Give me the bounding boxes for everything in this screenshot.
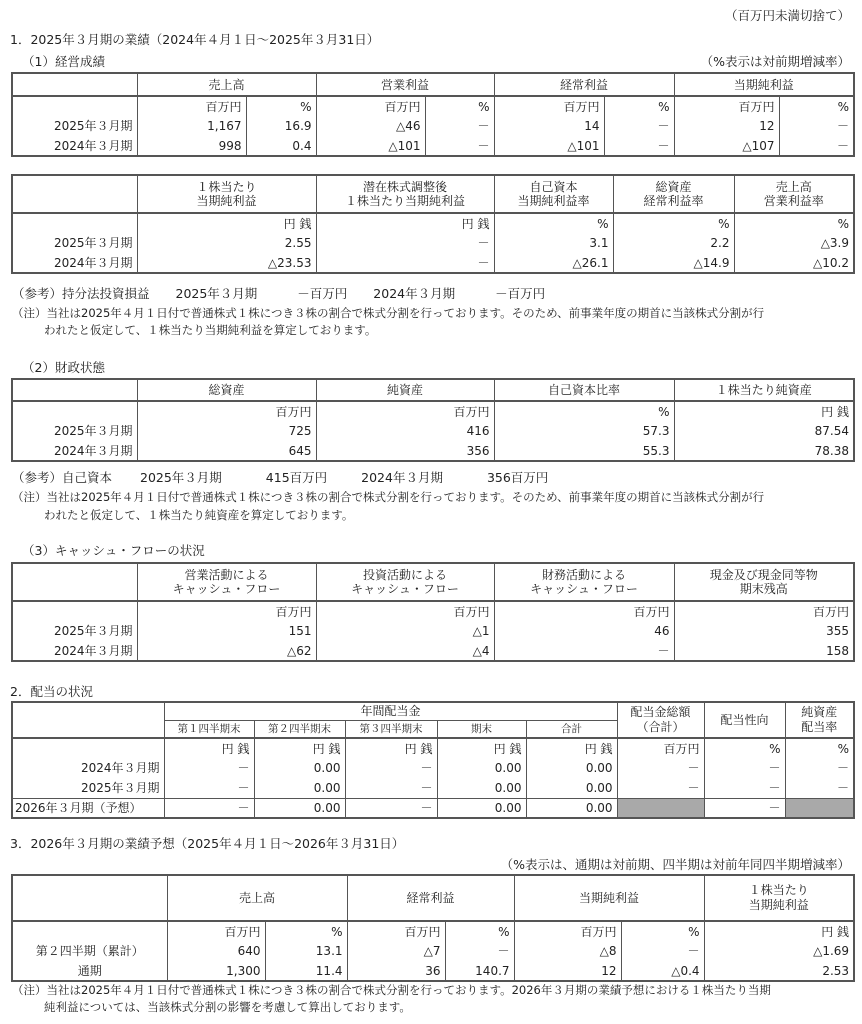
unit-cell: % <box>621 921 704 941</box>
header-eps: １株当たり 当期純利益 <box>704 875 854 921</box>
value-cell: 0.00 <box>437 798 526 818</box>
value-cell: 55.3 <box>494 441 674 461</box>
label-blank <box>12 738 164 758</box>
value-cell: △46 <box>316 116 425 136</box>
value-cell: 2.53 <box>704 961 854 981</box>
unit-cell: 円 銭 <box>137 213 316 233</box>
value-cell: 356 <box>316 441 494 461</box>
value-cell: － <box>617 778 704 798</box>
unit-cell: % <box>613 213 734 233</box>
unit-cell: % <box>785 738 854 758</box>
value-cell: － <box>316 233 494 253</box>
header-cash-balance: 現金及び現金同等物 期末残高 <box>674 563 854 601</box>
value-cell: 725 <box>137 421 316 441</box>
value-cell: 0.00 <box>437 758 526 778</box>
value-cell: － <box>617 758 704 778</box>
header-blank <box>12 702 164 738</box>
header-q3-end: 第３四半期末 <box>345 720 437 738</box>
note-split-eps-line1: （注）当社は2025年４月１日付で普通株式１株につき３株の割合で株式分割を行っております。そのため、前事業年度の期首に当該株式分割が行 <box>12 306 765 320</box>
value-cell: － <box>345 798 437 818</box>
value-cell: △23.53 <box>137 253 316 273</box>
note-forecast-line1: （注）当社は2025年４月１日付で普通株式１株につき３株の割合で株式分割を行っております。2026年３月期の業績予想における１株当たり当期 <box>12 983 771 997</box>
value-cell: 2.2 <box>613 233 734 253</box>
header-ordinary-profit: 経常利益 <box>347 875 514 921</box>
value-cell: － <box>704 798 785 818</box>
label-blank <box>12 96 137 116</box>
header-net-income: 当期純利益 <box>514 875 704 921</box>
row-label: 2024年３月期 <box>12 641 137 661</box>
header-roa: 総資産 経常利益率 <box>613 175 734 213</box>
note-split-bps-line2: われたと仮定して、１株当たり純資産を算定しております。 <box>44 508 354 522</box>
value-cell: 2.55 <box>137 233 316 253</box>
value-cell: 998 <box>137 136 246 156</box>
value-cell: 140.7 <box>445 961 514 981</box>
table-row <box>12 136 854 156</box>
header-payout-ratio: 配当性向 <box>704 702 785 738</box>
value-cell: － <box>604 136 674 156</box>
value-cell: 0.00 <box>437 778 526 798</box>
header-total: 合計 <box>526 720 617 738</box>
table-row <box>12 941 854 961</box>
section1-sub1-title: （1）経営成績 <box>22 54 105 69</box>
table-row <box>12 641 854 661</box>
row-label: 2024年３月期 <box>12 441 137 461</box>
value-cell: － <box>425 116 494 136</box>
row-label: 2025年３月期 <box>12 421 137 441</box>
value-cell: △101 <box>316 136 425 156</box>
header-dividend-on-equity: 純資産 配当率 <box>785 702 854 738</box>
table-row <box>12 758 854 778</box>
value-cell: － <box>445 941 514 961</box>
operating-results-table <box>11 72 855 157</box>
value-cell: － <box>494 641 674 661</box>
value-cell: △1 <box>316 621 494 641</box>
unit-cell: % <box>704 738 785 758</box>
value-cell: － <box>621 941 704 961</box>
value-cell: 1,167 <box>137 116 246 136</box>
row-label: 2024年３月期 <box>12 253 137 273</box>
value-cell: － <box>779 116 854 136</box>
header-blank <box>12 379 137 401</box>
note-forecast-line2: 純利益については、当該株式分割の影響を考慮して算出しております。 <box>44 1000 411 1014</box>
unit-cell: 百万円 <box>316 601 494 621</box>
unit-cell: 百万円 <box>617 738 704 758</box>
unit-cell: 円 銭 <box>674 401 854 421</box>
unit-cell: % <box>494 401 674 421</box>
unit-cell: 百万円 <box>137 601 316 621</box>
unit-note: （百万円未満切捨て） <box>724 8 850 23</box>
unit-cell: % <box>445 921 514 941</box>
table-row <box>12 621 854 641</box>
unit-cell: % <box>734 213 854 233</box>
value-cell: 13.1 <box>265 941 347 961</box>
unit-cell: 円 銭 <box>164 738 254 758</box>
value-cell: 46 <box>494 621 674 641</box>
value-cell: － <box>345 778 437 798</box>
value-cell: △7 <box>347 941 445 961</box>
header-operating-cf: 営業活動による キャッシュ・フロー <box>137 563 316 601</box>
unit-cell: 円 銭 <box>316 213 494 233</box>
table-row <box>12 253 854 273</box>
unit-cell: 百万円 <box>316 401 494 421</box>
row-label: 2025年３月期 <box>12 116 137 136</box>
value-cell: 0.00 <box>526 778 617 798</box>
value-cell: 151 <box>137 621 316 641</box>
unit-cell: 百万円 <box>674 96 779 116</box>
value-cell: △14.9 <box>613 253 734 273</box>
value-cell: 12 <box>514 961 621 981</box>
unit-cell: % <box>779 96 854 116</box>
value-cell: 12 <box>674 116 779 136</box>
cash-flow-table <box>11 562 855 662</box>
unit-cell: 円 銭 <box>437 738 526 758</box>
row-label: 通期 <box>12 961 167 981</box>
row-label: 2024年３月期 <box>12 136 137 156</box>
value-cell: 3.1 <box>494 233 613 253</box>
value-cell: △8 <box>514 941 621 961</box>
label-blank <box>12 401 137 421</box>
header-roe: 自己資本 当期純利益率 <box>494 175 613 213</box>
unit-cell: 円 銭 <box>526 738 617 758</box>
unit-cell: 百万円 <box>137 401 316 421</box>
financial-position-table <box>11 378 855 462</box>
unit-cell: 円 銭 <box>345 738 437 758</box>
table-row <box>12 421 854 441</box>
per-share-ratios-table <box>11 174 855 274</box>
header-net-income: 当期純利益 <box>674 73 854 96</box>
row-label: 2025年３月期 <box>12 233 137 253</box>
value-cell: － <box>164 778 254 798</box>
table-row <box>12 116 854 136</box>
value-cell: － <box>704 758 785 778</box>
value-cell: △4 <box>316 641 494 661</box>
header-equity-ratio: 自己資本比率 <box>494 379 674 401</box>
unit-cell: 百万円 <box>137 96 246 116</box>
value-cell: △101 <box>494 136 604 156</box>
unit-cell: 百万円 <box>674 601 854 621</box>
value-cell: 16.9 <box>246 116 316 136</box>
unit-cell: % <box>265 921 347 941</box>
value-cell: 0.00 <box>526 798 617 818</box>
value-cell: 645 <box>137 441 316 461</box>
section1-sub3-title: （3）キャッシュ・フローの状況 <box>22 543 205 558</box>
value-cell: － <box>425 136 494 156</box>
value-cell: 158 <box>674 641 854 661</box>
unit-cell: 百万円 <box>167 921 265 941</box>
header-ordinary-profit: 経常利益 <box>494 73 674 96</box>
value-cell: 0.00 <box>254 798 345 818</box>
value-cell: 355 <box>674 621 854 641</box>
value-cell: － <box>345 758 437 778</box>
header-diluted-eps: 潜在株式調整後 １株当たり当期純利益 <box>316 175 494 213</box>
equity-reference: （参考）自己資本 2025年３月期 415百万円 2024年３月期 356百万円 <box>12 470 549 485</box>
section1-sub2-title: （2）財政状態 <box>22 360 105 375</box>
note-split-eps-line2: われたと仮定して、１株当たり当期純利益を算定しております。 <box>44 323 377 337</box>
header-total-dividend: 配当金総額 （合計） <box>617 702 704 738</box>
header-total-assets: 総資産 <box>137 379 316 401</box>
value-cell: 0.00 <box>526 758 617 778</box>
row-label: 第２四半期（累計） <box>12 941 167 961</box>
header-q2-end: 第２四半期末 <box>254 720 345 738</box>
equity-method-reference: （参考）持分法投資損益 2025年３月期 －百万円 2024年３月期 －百万円 <box>12 286 546 301</box>
value-cell: △1.69 <box>704 941 854 961</box>
dividends-table <box>11 701 855 819</box>
shaded-cell <box>617 798 704 818</box>
unit-cell: 百万円 <box>494 96 604 116</box>
value-cell: 36 <box>347 961 445 981</box>
unit-cell: % <box>425 96 494 116</box>
value-cell: － <box>779 136 854 156</box>
header-q1-end: 第１四半期末 <box>164 720 254 738</box>
header-bps: １株当たり純資産 <box>674 379 854 401</box>
unit-cell: 百万円 <box>316 96 425 116</box>
header-sales: 売上高 <box>137 73 316 96</box>
value-cell: 640 <box>167 941 265 961</box>
value-cell: △107 <box>674 136 779 156</box>
label-blank <box>12 213 137 233</box>
value-cell: 416 <box>316 421 494 441</box>
pct-note: （%表示は対前期増減率） <box>700 54 850 69</box>
header-blank <box>12 563 137 601</box>
unit-cell: 百万円 <box>514 921 621 941</box>
value-cell: △26.1 <box>494 253 613 273</box>
value-cell: － <box>164 798 254 818</box>
value-cell: 0.00 <box>254 778 345 798</box>
table-row <box>12 961 854 981</box>
table-row <box>12 233 854 253</box>
value-cell: △62 <box>137 641 316 661</box>
shaded-cell <box>785 798 854 818</box>
value-cell: － <box>785 778 854 798</box>
section2-title: 2．配当の状況 <box>10 684 93 699</box>
section3-title: 3．2026年３月期の業績予想（2025年４月１日～2026年３月31日） <box>10 836 405 851</box>
header-eps: １株当たり 当期純利益 <box>137 175 316 213</box>
row-label: 2024年３月期 <box>12 758 164 778</box>
value-cell: 0.4 <box>246 136 316 156</box>
unit-cell: % <box>604 96 674 116</box>
header-operating-margin: 売上高 営業利益率 <box>734 175 854 213</box>
row-label: 2025年３月期 <box>12 778 164 798</box>
header-year-end: 期末 <box>437 720 526 738</box>
table-row <box>12 441 854 461</box>
unit-cell: % <box>246 96 316 116</box>
value-cell: 1,300 <box>167 961 265 981</box>
header-blank <box>12 175 137 213</box>
value-cell: － <box>164 758 254 778</box>
value-cell: 78.38 <box>674 441 854 461</box>
row-label: 2025年３月期 <box>12 621 137 641</box>
unit-cell: 円 銭 <box>254 738 345 758</box>
header-net-assets: 純資産 <box>316 379 494 401</box>
value-cell: － <box>316 253 494 273</box>
unit-cell: % <box>494 213 613 233</box>
value-cell: 57.3 <box>494 421 674 441</box>
value-cell: △0.4 <box>621 961 704 981</box>
value-cell: － <box>604 116 674 136</box>
unit-cell: 百万円 <box>347 921 445 941</box>
unit-cell: 百万円 <box>494 601 674 621</box>
value-cell: 0.00 <box>254 758 345 778</box>
value-cell: △3.9 <box>734 233 854 253</box>
header-annual-dividend: 年間配当金 <box>164 702 617 720</box>
value-cell: △10.2 <box>734 253 854 273</box>
forecast-pct-note: （%表示は、通期は対前期、四半期は対前年同四半期増減率） <box>500 857 850 872</box>
value-cell: 14 <box>494 116 604 136</box>
label-blank <box>12 601 137 621</box>
label-blank <box>12 921 167 941</box>
header-financing-cf: 財務活動による キャッシュ・フロー <box>494 563 674 601</box>
value-cell: 11.4 <box>265 961 347 981</box>
note-split-bps-line1: （注）当社は2025年４月１日付で普通株式１株につき３株の割合で株式分割を行っております。そのため、前事業年度の期首に当該株式分割が行 <box>12 490 765 504</box>
unit-cell: 円 銭 <box>704 921 854 941</box>
header-blank <box>12 73 137 96</box>
value-cell: － <box>785 758 854 778</box>
header-blank <box>12 875 167 921</box>
row-label: 2026年３月期（予想） <box>12 798 164 818</box>
header-investing-cf: 投資活動による キャッシュ・フロー <box>316 563 494 601</box>
header-operating-profit: 営業利益 <box>316 73 494 96</box>
value-cell: 87.54 <box>674 421 854 441</box>
section1-title: 1．2025年３月期の業績（2024年４月１日～2025年３月31日） <box>10 32 380 47</box>
forecast-table <box>11 874 855 982</box>
value-cell: － <box>704 778 785 798</box>
table-row <box>12 778 854 798</box>
table-row-forecast <box>12 798 854 818</box>
header-sales: 売上高 <box>167 875 347 921</box>
